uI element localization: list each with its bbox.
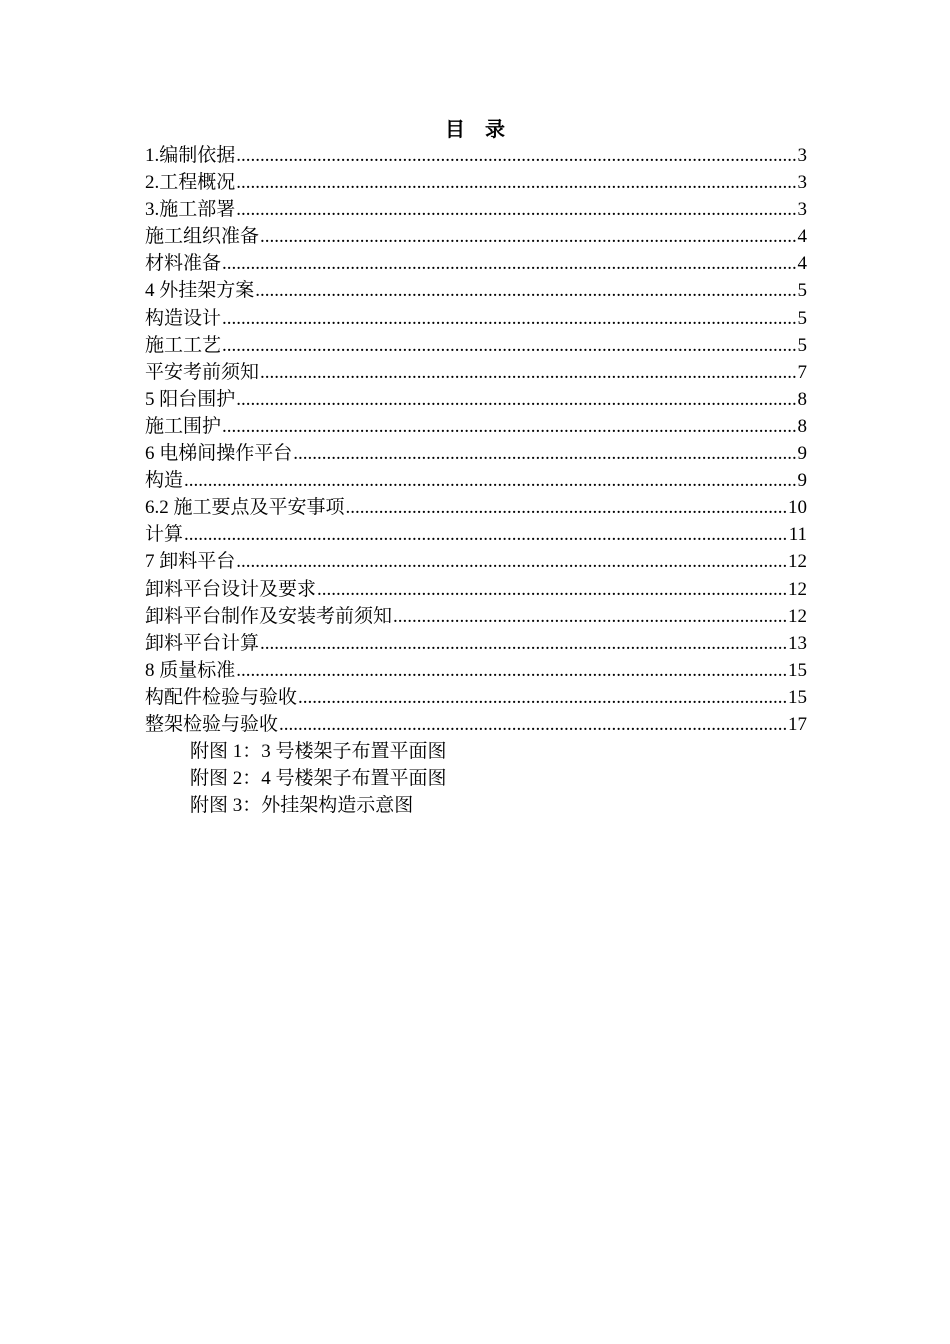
- toc-entry-label: 6.2 施工要点及平安事项: [145, 497, 345, 519]
- toc-entry[interactable]: [145, 657, 807, 684]
- appendix-item: 附图 1：3 号楼架子布置平面图: [190, 741, 447, 762]
- toc-leader-dots: [255, 277, 796, 304]
- toc-entry-label: 2.工程概况: [145, 172, 236, 194]
- toc-entry[interactable]: [145, 305, 807, 332]
- toc-leader-dots: [222, 250, 796, 277]
- toc-entry-label: 构造: [145, 470, 184, 492]
- toc-leader-dots: [222, 332, 796, 359]
- toc-entry-page: 8: [797, 388, 807, 410]
- toc-entry[interactable]: [145, 277, 807, 304]
- toc-entry[interactable]: [145, 169, 807, 196]
- toc-entry[interactable]: [145, 548, 807, 575]
- toc-leader-dots: [236, 386, 796, 413]
- appendix-item: 附图 2：4 号楼架子布置平面图: [190, 768, 447, 790]
- toc-entry-label: 平安考前须知: [145, 361, 260, 383]
- toc-leader-dots: [236, 142, 796, 169]
- toc-entry-page: 17: [788, 713, 807, 735]
- toc-leader-dots: [298, 684, 787, 711]
- toc-entry-label: 整架检验与验收: [145, 713, 279, 735]
- toc-entry-label: 施工围护: [145, 415, 222, 437]
- toc-entry-page: 15: [788, 659, 807, 681]
- toc-entry-page: 12: [788, 605, 807, 627]
- toc-entry-page: 15: [788, 686, 807, 708]
- toc-entry-label: 8 质量标准: [145, 659, 236, 681]
- appendix-item: 附图 3：外挂架构造示意图: [190, 795, 414, 817]
- toc-entry-page: 5: [797, 280, 807, 302]
- toc-entry-label: 构造设计: [145, 307, 222, 329]
- toc-leader-dots: [236, 196, 796, 223]
- toc-leader-dots: [222, 413, 796, 440]
- toc-entry[interactable]: [145, 196, 807, 223]
- toc-entry-label: 3.施工部署: [145, 199, 236, 221]
- toc-leader-dots: [260, 359, 796, 386]
- toc-entry[interactable]: [145, 521, 807, 548]
- toc-entry-page: 3: [797, 172, 807, 194]
- toc-entry-label: 计算: [145, 524, 184, 546]
- toc-leader-dots: [317, 576, 787, 603]
- toc-entry-page: 3: [797, 199, 807, 221]
- toc-leader-dots: [236, 548, 787, 575]
- toc-entry-page: 10: [788, 497, 807, 519]
- toc-entry-label: 卸料平台计算: [145, 632, 260, 654]
- toc-entry-page: 9: [797, 443, 807, 465]
- toc-entry-label: 施工组织准备: [145, 226, 260, 248]
- toc-entry[interactable]: [145, 684, 807, 711]
- toc-entry-label: 4 外挂架方案: [145, 280, 255, 302]
- toc-leader-dots: [184, 467, 796, 494]
- toc-entry-label: 材料准备: [145, 253, 222, 275]
- toc-entry[interactable]: [145, 630, 807, 657]
- toc-entry[interactable]: [145, 494, 807, 521]
- toc-entry[interactable]: [145, 603, 807, 630]
- toc-entry[interactable]: [145, 576, 807, 603]
- toc-entry-page: 11: [788, 524, 807, 546]
- toc-entry-label: 施工工艺: [145, 334, 222, 356]
- toc-entry-label: 1.编制依据: [145, 145, 236, 166]
- toc-leader-dots: [279, 711, 787, 738]
- toc-entry[interactable]: [145, 250, 807, 277]
- toc-leader-dots: [222, 305, 796, 332]
- toc-entry[interactable]: [145, 223, 807, 250]
- toc-leader-dots: [260, 630, 787, 657]
- toc-title: 目 录: [445, 119, 505, 141]
- toc-entry-page: 9: [797, 470, 807, 492]
- toc-entry[interactable]: [145, 142, 807, 169]
- toc-leader-dots: [293, 440, 796, 467]
- toc-entry-label: 6 电梯间操作平台: [145, 443, 293, 465]
- toc-leader-dots: [260, 223, 796, 250]
- toc-leader-dots: [184, 521, 788, 548]
- toc-leader-dots: [236, 657, 787, 684]
- toc-entry-label: 7 卸料平台: [145, 551, 236, 573]
- toc-entry-page: 12: [788, 551, 807, 573]
- toc-entry[interactable]: [145, 440, 807, 467]
- toc-leader-dots: [236, 169, 796, 196]
- toc-entry[interactable]: [145, 413, 807, 440]
- toc-entry-label: 构配件检验与验收: [145, 686, 298, 708]
- toc-entry[interactable]: [145, 467, 807, 494]
- toc-entry[interactable]: [145, 386, 807, 413]
- toc-entry-page: 4: [797, 226, 807, 248]
- toc-entry[interactable]: [145, 711, 807, 738]
- toc-entry-page: 4: [797, 253, 807, 275]
- toc-entry-label: 卸料平台设计及要求: [145, 578, 317, 600]
- appendix-list: [190, 738, 447, 819]
- toc-entry-page: 8: [797, 415, 807, 437]
- toc-entry-page: 5: [797, 334, 807, 356]
- toc-entry[interactable]: [145, 359, 807, 386]
- toc-leader-dots: [346, 494, 787, 521]
- toc-entry-page: 7: [797, 361, 807, 383]
- toc-entry-page: 13: [788, 632, 807, 654]
- toc-entry[interactable]: [145, 332, 807, 359]
- toc-leader-dots: [393, 603, 787, 630]
- toc-entry-page: 12: [788, 578, 807, 600]
- toc-entry-page: 3: [797, 145, 807, 166]
- toc-entry-label: 5 阳台围护: [145, 388, 236, 410]
- toc-list: [145, 142, 807, 738]
- toc-entry-page: 5: [797, 307, 807, 329]
- toc-entry-label: 卸料平台制作及安装考前须知: [145, 605, 393, 627]
